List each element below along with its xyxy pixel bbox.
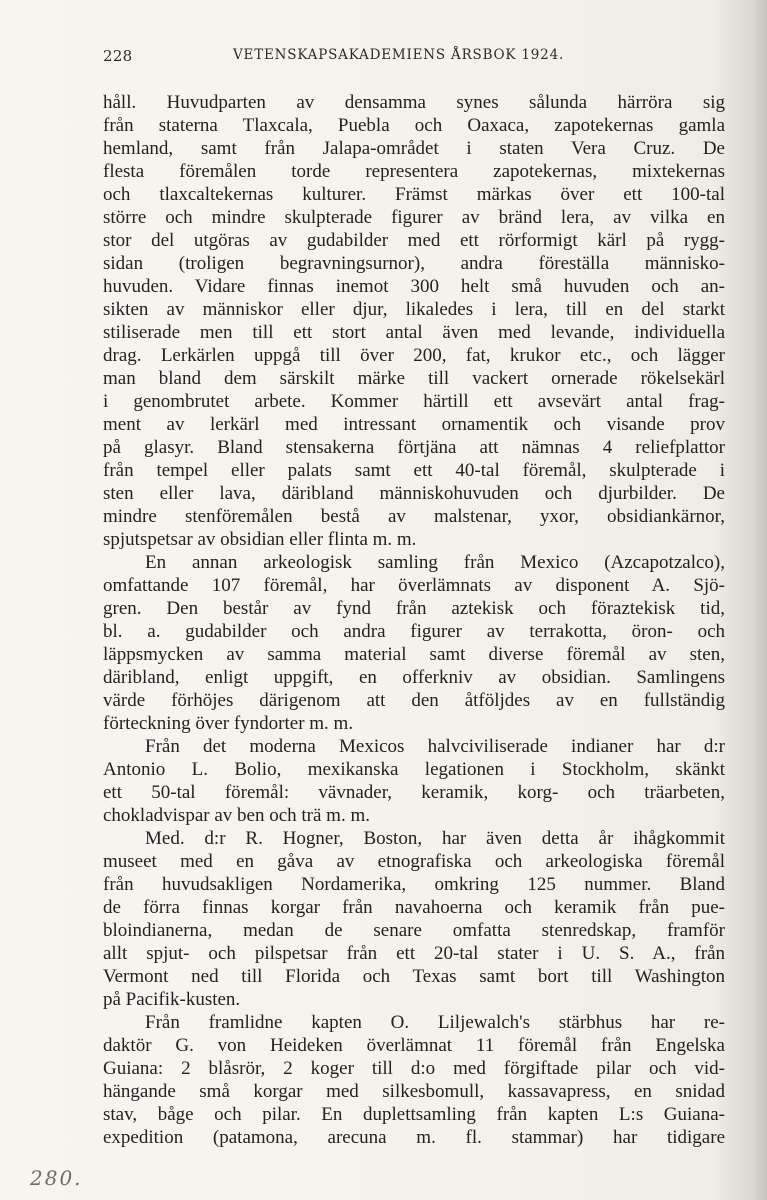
text-line: spjutspetsar av obsidian eller flinta m. m. bbox=[103, 529, 417, 550]
text-line: gren. Den består av fynd från aztekisk och föraztekisk tid, bbox=[103, 598, 725, 619]
text-line: expedition (patamona, arecuna m. fl. stammar) har tidigare bbox=[103, 1127, 725, 1148]
text-line: Med. d:r R. Hogner, Boston, har även detta år ihågkommit bbox=[145, 828, 725, 849]
text-line: stiliserade men till ett stort antal även med levande, individuella bbox=[103, 322, 725, 343]
page-edge-shadow bbox=[753, 0, 767, 1200]
handwritten-page-note: 280. bbox=[30, 1166, 83, 1190]
text-line: huvuden. Vidare finnas inemot 300 helt små huvuden och an- bbox=[103, 276, 725, 297]
text-line: däribland, enligt uppgift, en offerkniv av obsidian. Samlingens bbox=[103, 667, 725, 688]
text-line: chokladvispar av ben och trä m. m. bbox=[103, 805, 370, 826]
text-line: bl. a. gudabilder och andra figurer av terrakotta, öron- och bbox=[103, 621, 725, 642]
text-line: de förra finnas korgar från navahoerna och keramik från pue- bbox=[103, 897, 725, 918]
text-line: ett 50-tal föremål: vävnader, keramik, korg- och träarbeten, bbox=[103, 782, 725, 803]
text-line: En annan arkeologisk samling från Mexico (Azcapotzalco), bbox=[145, 552, 725, 573]
running-title: VETENSKAPSAKADEMIENS ÅRSBOK 1924. bbox=[233, 47, 565, 63]
text-line: i genombrutet arbete. Kommer härtill ett avsevärt antal frag- bbox=[103, 391, 725, 412]
text-line: flesta föremålen torde representera zapotekernas, mixtekernas bbox=[103, 161, 725, 182]
text-line: hängande små korgar med silkesbomull, kassavapress, en snidad bbox=[103, 1081, 725, 1102]
text-line: museet med en gåva av etnografiska och arkeologiska föremål bbox=[103, 851, 725, 872]
text-line: omfattande 107 föremål, har överlämnats av disponent A. Sjö- bbox=[103, 575, 725, 596]
text-line: större och mindre skulpterade figurer av bränd lera, av vilka en bbox=[103, 207, 725, 228]
text-line: mindre stenföremålen bestå av malstenar, yxor, obsidiankärnor, bbox=[103, 506, 725, 527]
text-line: från huvudsakligen Nordamerika, omkring 125 nummer. Bland bbox=[103, 874, 725, 895]
text-line: förteckning över fyndorter m. m. bbox=[103, 713, 354, 734]
text-line: Guiana: 2 blåsrör, 2 koger till d:o med förgiftade pilar och vid- bbox=[103, 1058, 725, 1079]
text-line: drag. Lerkärlen uppgå till över 200, fat, krukor etc., och lägger bbox=[103, 345, 725, 366]
text-line: ment av lerkärl med intressant ornamentik och visande prov bbox=[103, 414, 725, 435]
text-line: läppsmycken av samma material samt diverse föremål av sten, bbox=[103, 644, 725, 665]
text-line: håll. Huvudparten av densamma synes sålunda härröra sig bbox=[103, 92, 725, 113]
text-line: på Pacifik-kusten. bbox=[103, 989, 241, 1010]
body-text bbox=[103, 91, 725, 1149]
text-line: på glasyr. Bland stensakerna förtjäna att nämnas 4 reliefplattor bbox=[103, 437, 725, 458]
text-line: Vermont ned till Florida och Texas samt bort till Washington bbox=[103, 966, 725, 987]
text-line: och tlaxcaltekernas kulturer. Främst märkas över ett 100-tal bbox=[103, 184, 725, 205]
text-line: stav, båge och pilar. En duplettsamling från kapten L:s Guiana- bbox=[103, 1104, 725, 1125]
text-line: Antonio L. Bolio, mexikanska legationen i Stockholm, skänkt bbox=[103, 759, 725, 780]
text-line: värde förhöjes därigenom att den åtföljdes av en fullständig bbox=[103, 690, 725, 711]
text-line: man bland dem särskilt märke till vackert ornerade rökelsekärl bbox=[103, 368, 725, 389]
text-line: sidan (troligen begravningsurnor), andra föreställa människo- bbox=[103, 253, 725, 274]
text-line: hemland, samt från Jalapa-området i staten Vera Cruz. De bbox=[103, 138, 725, 159]
text-line: från staterna Tlaxcala, Puebla och Oaxaca, zapotekernas gamla bbox=[103, 115, 725, 136]
page-number: 228 bbox=[103, 47, 133, 65]
text-line: från tempel eller palats samt ett 40-tal föremål, skulpterade i bbox=[103, 460, 725, 481]
text-line: Från framlidne kapten O. Liljewalch's stärbhus har re- bbox=[145, 1012, 725, 1033]
text-line: sikten av människor eller djur, likaledes i lera, till en del starkt bbox=[103, 299, 725, 320]
text-line: Från det moderna Mexicos halvciviliserade indianer har d:r bbox=[145, 736, 725, 757]
text-line: daktör G. von Heideken överlämnat 11 föremål från Engelska bbox=[103, 1035, 725, 1056]
text-line: bloindianerna, medan de senare omfatta stenredskap, framför bbox=[103, 920, 725, 941]
text-line: sten eller lava, däribland människohuvuden och djurbilder. De bbox=[103, 483, 725, 504]
text-line: stor del utgöras av gudabilder med ett rörformigt kärl på rygg- bbox=[103, 230, 725, 251]
running-header bbox=[103, 47, 725, 71]
text-line: allt spjut- och pilspetsar från ett 20-tal stater i U. S. A., från bbox=[103, 943, 725, 964]
